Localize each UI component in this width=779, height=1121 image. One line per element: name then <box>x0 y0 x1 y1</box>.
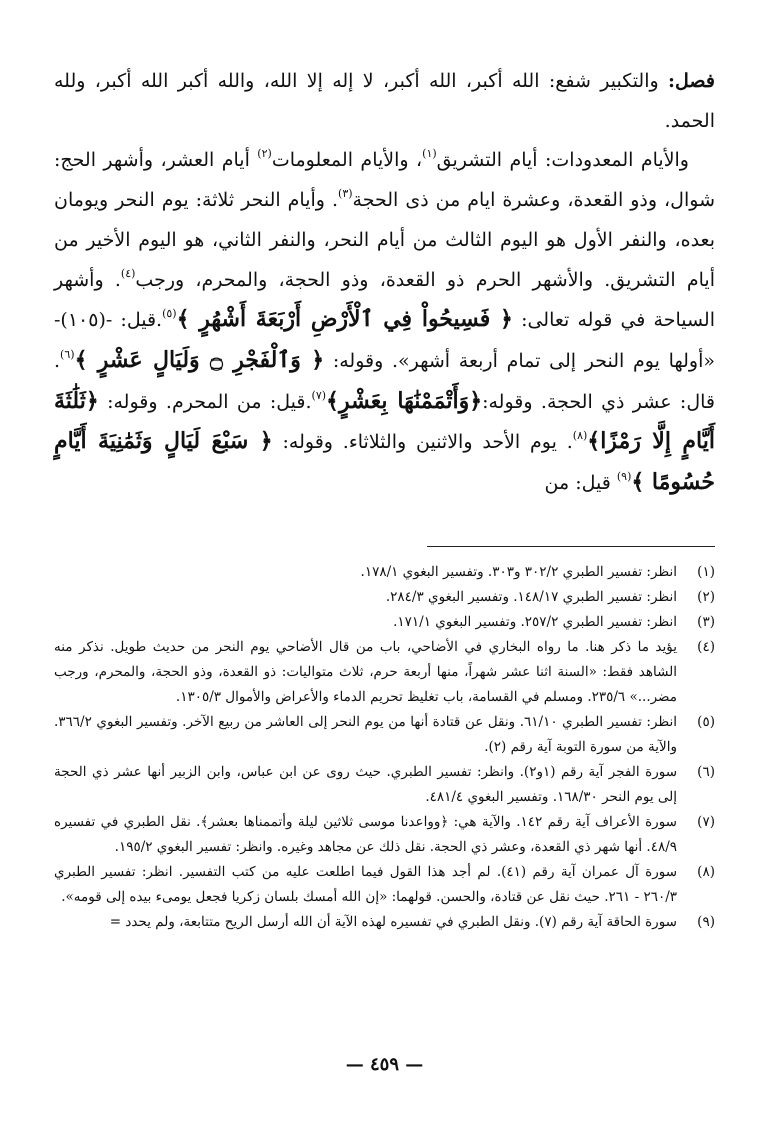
page <box>54 62 716 1075</box>
footnote <box>54 910 715 935</box>
footnote-number: (٧) <box>697 814 715 830</box>
text-run: . يوم الأحد والاثنين والثلاثاء. وقوله: <box>272 431 573 454</box>
quran-verse: ﴿ سَبْعَ لَيَالٍ وَثَمَٰنِيَةَ أَيَّامٍ حُسُومًا ﴾ <box>54 428 715 496</box>
text-run: ، والأيام المعلومات <box>271 149 423 172</box>
footnote-ref: (٣) <box>338 187 353 201</box>
footnote-number: (٩) <box>697 914 715 930</box>
footnote-text: سورة الأعراف آية رقم ١٤٢. والآية هي: ﴿وواعدنا موسى ثلاثين ليلة وأتممناها بعشر﴾. نقل الطبري في تفسيره ٤٨/٩. أنها شهر ذي القعدة، وعشر ذي الحجة. نقل ذلك عن مجاهد وغيره. وانظر: تفسير البغوي ١٩٥/٢. <box>54 814 677 855</box>
paragraph-1 <box>54 62 715 141</box>
footnote-text: سورة آل عمران آية رقم (٤١). لم أجد هذا القول فيما اطلعت عليه من كتب التفسير. انظر: تفسير الطبري ٢٦٠/٣ - ٢٦١. حيث نقل عن قتادة، والحسن. قولهما: «إن الله أمسك بلسان زكريا فجعل يومىء بيده إلى قومه». <box>54 864 677 905</box>
footnote-ref: (٢) <box>257 147 272 161</box>
footnote-number: (٦) <box>697 764 715 780</box>
section-label: فصل: <box>668 70 715 92</box>
footnote-number: (١) <box>697 564 715 580</box>
text-run: .قيل: من المحرم. وقوله: <box>98 390 312 413</box>
footnote-number: (٤) <box>697 639 715 655</box>
footnote-number: (٨) <box>697 864 715 880</box>
paragraph-1-text: والتكبير شفع: الله أكبر، الله أكبر، لا إله إلا الله، والله أكبر الله أكبر، ولله الحمد. <box>54 70 715 132</box>
footnote-number: (٣) <box>697 614 715 630</box>
footnote-text: انظر: تفسير الطبري ٢٥٧/٢. وتفسير البغوي ١٧١/١. <box>393 614 677 630</box>
footnotes <box>54 560 715 935</box>
footnote-text: سورة الحاقة آية رقم (٧). ونقل الطبري في تفسيره لهذه الآية أن الله أرسل الريح متتابعة، ولم يحدد = <box>109 914 677 930</box>
footnote-text: يؤيد ما ذكر هنا. ما رواه البخاري في الأضاحي، باب من قال الأضاحي يوم النحر من حديث طويل. نذكر منه الشاهد فقط: «السنة اثنا عشر شهراً، منها أربعة حرم، ثلاث متواليات: ذو القعدة، وذو الحجة، والمحرم، ورجب مضر...» ٢٣٥/٦. ومسلم في القسامة، باب تغليظ تحريم الدماء والأعراض والأموال ١٣٠٥/٣. <box>54 639 677 705</box>
main-text <box>54 62 715 504</box>
footnote <box>54 585 715 610</box>
text-run: . قال: عشر ذي الحجة. وقوله: <box>54 349 715 413</box>
footnote <box>54 860 715 910</box>
footnote-ref: (١) <box>422 147 437 161</box>
footnote-divider <box>427 546 715 547</box>
footnote <box>54 635 715 710</box>
quran-verse: ﴿ فَسِيحُواْ فِي ٱلْأَرْضِ أَرْبَعَةَ أَشْهُرٍ ﴾ <box>176 306 513 333</box>
text-run: أيام العشر، وأشهر الحج: شوال، وذو القعدة، وعشرة ايام من ذى الحجة <box>54 149 715 212</box>
footnote-ref: (٤) <box>120 266 136 280</box>
quran-verse: ﴿ثَلَٰثَةَ أَيَّامٍ إِلَّا رَمْزًا﴾ <box>54 387 715 455</box>
footnote-text: انظر: تفسير الطبري ١٤٨/١٧. وتفسير البغوي ٢٨٤/٣. <box>385 589 677 605</box>
footnote <box>54 710 715 760</box>
text-run: .قيل: -(١٠٥)- «أولها يوم النحر إلى تمام أربعة أشهر». وقوله: <box>54 309 715 372</box>
footnote-ref: (٩) <box>616 470 632 484</box>
footnote <box>54 760 715 810</box>
text-run: والأيام المعدودات: أيام التشريق <box>436 149 689 172</box>
footnote-number: (٢) <box>697 589 715 605</box>
footnote-text: سورة الفجر آية رقم (١و٢). وانظر: تفسير الطبري. حيث روى عن ابن عباس، وابن الزبير أنها عشر ذي الحجة إلى يوم النحر ١٦٨/٣٠. وتفسير البغوي ٤٨١/٤. <box>54 764 678 805</box>
quran-verse: ﴿وَأَتْمَمْنَٰهَا بِعَشْرٍ﴾ <box>326 387 483 414</box>
footnote <box>54 560 715 585</box>
text-run: . وأشهر السياحة في قوله تعالى: <box>54 268 715 332</box>
paragraph-2 <box>54 141 715 503</box>
text-run: . وأيام النحر ثلاثة: يوم النحر ويومان بعده، والنفر الأول هو اليوم الثالث من أيام النحر، والنفر الثاني، هو اليوم الأخير من أيام التشريق. والأشهر الحرم ذو القعدة، وذو الحجة، والمحرم، ورجب <box>54 189 716 291</box>
footnote <box>54 810 715 860</box>
text-run: قيل: من <box>544 472 617 495</box>
footnote-text: انظر: تفسير الطبري ٣٠٢/٢ و٣٠٣. وتفسير البغوي ١٧٨/١. <box>360 564 677 580</box>
footnote-text: انظر: تفسير الطبري ٦١/١٠. ونقل عن قتادة أنها من يوم النحر إلى العاشر من ربيع الآخر. وتفسير البغوي ٣٦٦/٢. والآية من سورة التوبة آية رقم (٢). <box>54 714 677 755</box>
footnote-ref: (٧) <box>311 388 327 402</box>
page-number: — ٤٥٩ — <box>345 1054 424 1075</box>
footnote-ref: (٨) <box>572 429 588 443</box>
quran-verse: ﴿ وَٱلْفَجْرِ ۝ وَلَيَالٍ عَشْرٍ ﴾ <box>74 346 325 373</box>
footnote-number: (٥) <box>697 714 715 730</box>
footnote <box>54 610 715 635</box>
footnote-ref: (٦) <box>60 347 75 361</box>
footnote-ref: (٥) <box>162 307 177 321</box>
